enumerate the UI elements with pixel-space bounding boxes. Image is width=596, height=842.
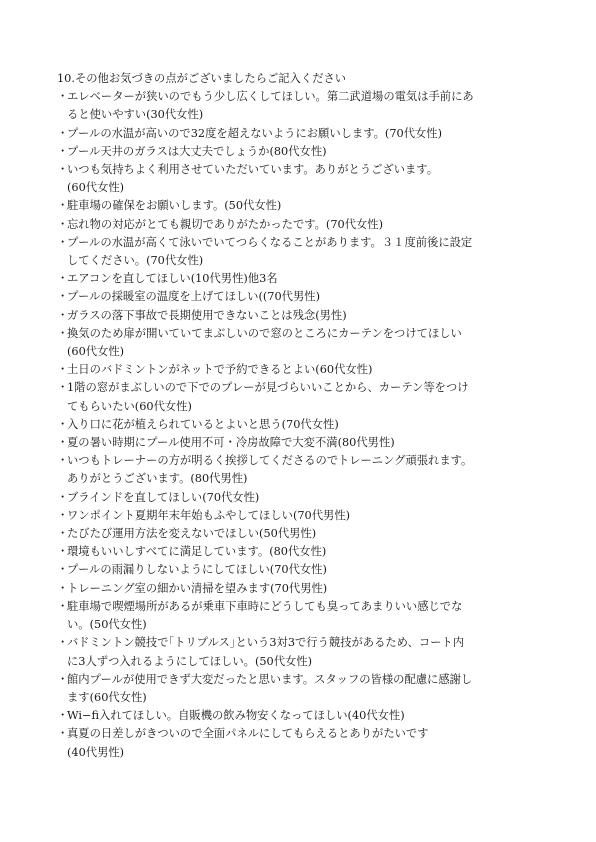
comment-item xyxy=(57,561,537,579)
comment-item xyxy=(57,707,537,725)
bullet-mark: ・ xyxy=(57,672,69,686)
bullet-mark: ・ xyxy=(57,454,69,468)
comment-text: プールの採暖室の温度を上げてほしい((70代男性) xyxy=(67,290,320,304)
comment-item xyxy=(57,452,537,488)
bullet-mark: ・ xyxy=(57,381,69,395)
comment-text: ブラインドを直してほしい(70代女性) xyxy=(67,490,260,504)
comment-text: いつも気持ちよく利用させていただいています。ありがとうございます。 (60代女性) xyxy=(67,163,438,195)
bullet-mark: ・ xyxy=(57,235,69,249)
bullet-mark: ・ xyxy=(57,90,69,104)
bullet-mark: ・ xyxy=(57,290,69,304)
comment-item xyxy=(57,671,537,707)
bullet-mark: ・ xyxy=(57,363,69,377)
comment-item xyxy=(57,307,537,325)
bullet-mark: ・ xyxy=(57,709,69,723)
comment-item xyxy=(57,216,537,234)
comment-item xyxy=(57,580,537,598)
bullet-mark: ・ xyxy=(57,126,69,140)
comment-text: 夏の暑い時期にプール使用不可・冷房故障で大変不満(80代男性) xyxy=(67,436,395,450)
comment-text: エレベーターが狭いのでもう少し広くしてほしい。第二武道場の電気は手前にあ ると使いやすい(30代女性) xyxy=(67,90,474,122)
comment-text: 駐車場で喫煙場所があるが乗車下車時にどうしても臭ってあまりいい感じでな い。(50代女性) xyxy=(67,599,463,632)
comment-text: 入り口に花が植えられているとよいと思う(70代女性) xyxy=(67,417,339,431)
bullet-mark: ・ xyxy=(57,436,69,450)
bullet-mark: ・ xyxy=(57,217,69,231)
comment-item xyxy=(57,598,537,634)
comment-item xyxy=(57,288,537,306)
comment-text: プールの雨漏りしないようにしてほしい(70代女性) xyxy=(67,563,327,577)
comment-text: 1階の窓がまぶしいので下でのプレーが見づらいいことから、カーテン等をつけ てもらいたい(60代女性) xyxy=(67,381,469,413)
comment-text: バドミントン競技で｢トリプルス｣という3対3で行う競技があるため、コート内 に3人ずつ入れるようにしてほしい。(50代女性) xyxy=(67,636,465,668)
bullet-mark: ・ xyxy=(57,490,69,504)
comments-section xyxy=(57,70,537,762)
comment-item xyxy=(57,143,537,161)
comment-text: プールの水温が高いので32度を超えないようにお願いします。(70代女性) xyxy=(67,126,443,140)
bullet-mark: ・ xyxy=(57,417,69,431)
bullet-mark: ・ xyxy=(57,636,69,650)
comment-text: 環境もいいしすべてに満足しています。(80代女性) xyxy=(67,545,327,559)
bullet-mark: ・ xyxy=(57,508,69,522)
bullet-mark: ・ xyxy=(57,727,69,741)
comment-text: Wi−fi入れてほしい。自販機の飲み物安くなってほしい(40代女性) xyxy=(67,709,405,723)
bullet-mark: ・ xyxy=(57,163,69,177)
comment-item xyxy=(57,361,537,379)
bullet-mark: ・ xyxy=(57,545,69,559)
comment-item xyxy=(57,507,537,525)
comment-text: エアコンを直してほしい(10代男性)他3名 xyxy=(67,272,278,286)
comment-text: ワンポイント夏期年末年始もふやしてほしい(70代男性) xyxy=(67,508,351,522)
comment-item xyxy=(57,434,537,452)
comment-item xyxy=(57,125,537,143)
comment-text: トレーニング室の細かい清掃を望みます(70代男性) xyxy=(67,581,328,595)
comment-item xyxy=(57,543,537,561)
comment-text: 駐車場の確保をお願いします。(50代女性) xyxy=(67,199,282,213)
comment-item xyxy=(57,634,537,670)
comment-text: たびたび運用方法を変えないでほしい(50代男性) xyxy=(67,527,317,541)
comment-text: いつもトレーナーの方が明るく挨拶してくださるのでトレーニング頑張れます。 ありがとうございます。(80代男性) xyxy=(67,454,473,486)
comment-item xyxy=(57,270,537,288)
comment-text: ガラスの落下事故で長期使用できないことは残念(男性) xyxy=(67,308,347,322)
bullet-mark: ・ xyxy=(57,144,69,158)
bullet-mark: ・ xyxy=(57,272,69,286)
comment-text: プールの水温が高くて泳いでいてつらくなることがあります。３１度前後に設定 してください。(70代女性) xyxy=(67,235,473,268)
comment-item xyxy=(57,725,537,761)
bullet-mark: ・ xyxy=(57,527,69,541)
comment-item xyxy=(57,416,537,434)
comment-item xyxy=(57,161,537,197)
comment-text: 忘れ物の対応がとても親切でありがたかったです。(70代女性) xyxy=(67,217,384,231)
comment-item xyxy=(57,197,537,215)
bullet-mark: ・ xyxy=(57,599,69,613)
comment-text: プール天井のガラスは大丈夫でしょうか(80代女性) xyxy=(67,144,327,158)
comment-text: 土日のバドミントンがネットで予約できるとよい(60代女性) xyxy=(67,363,373,377)
comment-list xyxy=(57,88,537,762)
comment-item xyxy=(57,379,537,415)
comment-item xyxy=(57,234,537,270)
comment-item xyxy=(57,88,537,124)
comment-item xyxy=(57,525,537,543)
bullet-mark: ・ xyxy=(57,563,69,577)
comment-item xyxy=(57,489,537,507)
bullet-mark: ・ xyxy=(57,308,69,322)
comment-text: 館内プールが使用できず大変だったと思います。スタッフの皆様の配慮に感謝し ます(60代女性) xyxy=(67,672,473,704)
comment-text: 真夏の日差しがきついので全面パネルにしてもらえるとありがたいです (40代男性) xyxy=(67,727,429,759)
comment-item xyxy=(57,325,537,361)
comment-text: 換気のため扉が開いていてまぶしいので窓のところにカーテンをつけてほしい (60代女性) xyxy=(67,326,462,359)
section-heading: 10.その他お気づきの点がございましたらご記入ください xyxy=(57,72,347,85)
bullet-mark: ・ xyxy=(57,581,69,595)
bullet-mark: ・ xyxy=(57,326,69,340)
bullet-mark: ・ xyxy=(57,199,69,213)
